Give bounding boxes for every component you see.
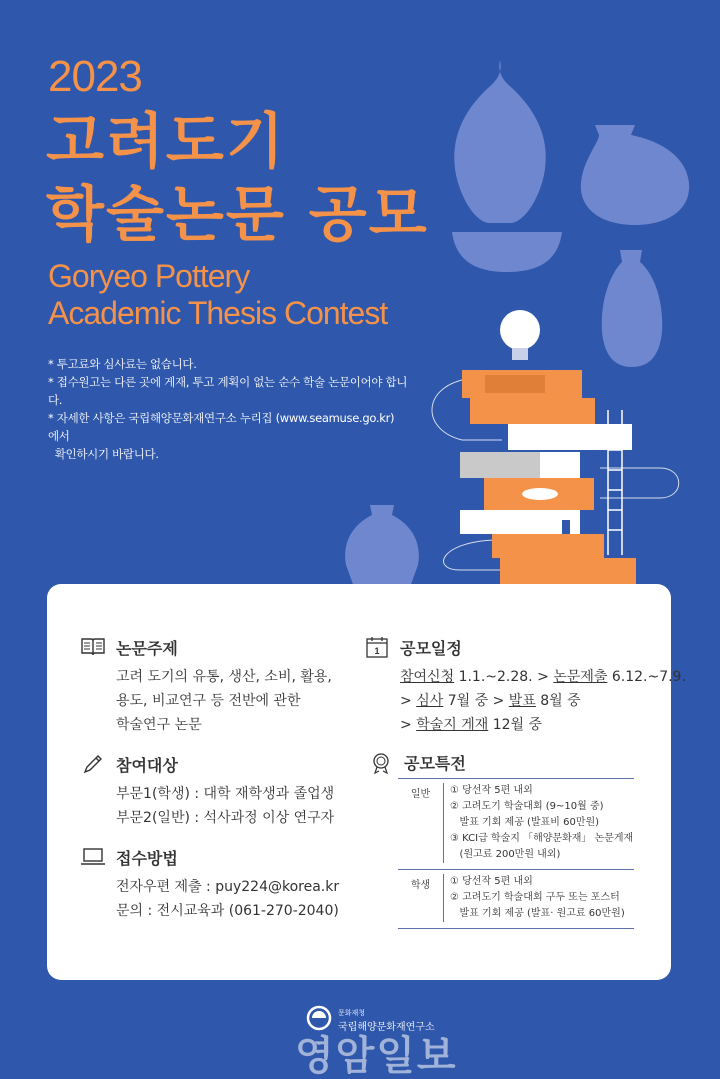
benefit-line: ③ KCI급 학술지 「해양문화재」 논문게재 — [450, 833, 634, 844]
arrow-icon: > — [492, 693, 505, 709]
submission-line: 문의 : 전시교육과 (061-270-2040) — [116, 903, 339, 919]
laptop-icon — [80, 845, 106, 869]
topic-section — [80, 635, 332, 737]
vase-small-icon — [345, 505, 419, 587]
topic-line: 학술연구 논문 — [116, 717, 202, 733]
title-english-line2: Academic Thesis Contest — [48, 295, 388, 331]
participants-line: 부문1(학생) : 대학 재학생과 졸업생 — [116, 786, 335, 802]
review-label: 심사 — [416, 693, 444, 709]
table-row — [398, 779, 634, 870]
arrow-icon: > — [400, 717, 412, 733]
schedule-label: 공모일정 — [400, 638, 462, 658]
publish-label: 학술지 게재 — [416, 717, 489, 733]
benefit-line: ① 당선작 5편 내외 — [450, 876, 533, 887]
table-row — [398, 870, 634, 929]
org-small: 문화재청 — [338, 1009, 366, 1017]
submit-date: 6.12.~7.9. — [611, 669, 686, 685]
vase-jar-icon — [581, 125, 689, 225]
general-label: 일반 — [398, 783, 444, 863]
benefits-label: 공모특전 — [404, 753, 466, 773]
topic-label: 논문주제 — [116, 638, 178, 658]
submission-label: 접수방법 — [116, 848, 178, 868]
apply-label: 참여신청 — [400, 669, 455, 685]
announce-label: 발표 — [508, 693, 536, 709]
benefit-line: (원고료 200만원 내외) — [450, 849, 561, 860]
calendar-icon — [364, 635, 390, 659]
year: 2023 — [48, 52, 142, 101]
note-item: * 접수원고는 다른 곳에 게재, 투고 계획이 없는 순수 학술 논문이어야 합니다. — [48, 375, 408, 407]
book-stack — [460, 370, 636, 588]
title-korean-line1: 고려도기 — [46, 107, 286, 177]
schedule-line — [400, 689, 686, 713]
vase-tall-icon — [602, 250, 662, 367]
review-date: 7월 중 — [447, 693, 489, 709]
publish-date: 12월 중 — [492, 717, 543, 733]
submission-line: 전자우편 제출 : puy224@korea.kr — [116, 879, 340, 895]
benefits-section — [368, 750, 466, 774]
participants-section — [80, 752, 334, 830]
note-item: * 투고료와 심사료는 없습니다. — [48, 357, 197, 371]
benefit-line: ② 고려도기 학술대회 구두 또는 포스터 — [450, 892, 620, 903]
submit-label: 논문제출 — [553, 669, 608, 685]
student-label: 학생 — [398, 874, 444, 922]
topic-line: 용도, 비교연구 등 전반에 관한 — [116, 693, 301, 709]
benefit-line: ① 당선작 5편 내외 — [450, 785, 533, 796]
apply-date: 1.1.~2.28. — [458, 669, 533, 685]
schedule-line — [400, 713, 686, 737]
arrow-icon: > — [537, 669, 549, 685]
arrow-icon: > — [400, 693, 412, 709]
calendar-number: 1 — [374, 646, 380, 656]
benefit-line: 발표 기회 제공 (발표· 원고료 60만원) — [450, 908, 625, 919]
org-name: 국립해양문화재연구소 — [338, 1022, 435, 1033]
participants-label: 참여대상 — [116, 755, 178, 775]
schedule-section — [364, 635, 686, 737]
watermark: 영암일보 — [295, 1033, 458, 1079]
benefit-line: 발표 기회 제공 (발표비 60만원) — [450, 817, 600, 828]
bowl-icon — [452, 232, 562, 272]
submission-section — [80, 845, 339, 923]
announce-date: 8월 중 — [540, 693, 581, 709]
vase-large-icon — [454, 60, 546, 223]
topic-line: 고려 도기의 유통, 생산, 소비, 활용, — [116, 669, 332, 685]
book-icon — [80, 635, 106, 659]
benefit-line: ② 고려도기 학술대회 (9~10월 중) — [450, 801, 604, 812]
title-korean-line2: 학술논문 공모 — [46, 180, 429, 250]
schedule-line — [400, 665, 686, 689]
note-item: * 자세한 사항은 국립해양문화재연구소 누리집 (www.seamuse.go.kr) 에서 — [48, 411, 395, 443]
benefits-table — [398, 778, 634, 929]
title-english-line1: Goryeo Pottery — [48, 258, 250, 294]
light-bulb-icon — [500, 310, 540, 360]
note-item: 확인하시기 바랍니다. — [48, 447, 159, 461]
pencil-icon — [80, 752, 106, 776]
participants-line: 부문2(일반) : 석사과정 이상 연구자 — [116, 810, 335, 826]
medal-icon — [368, 750, 394, 774]
